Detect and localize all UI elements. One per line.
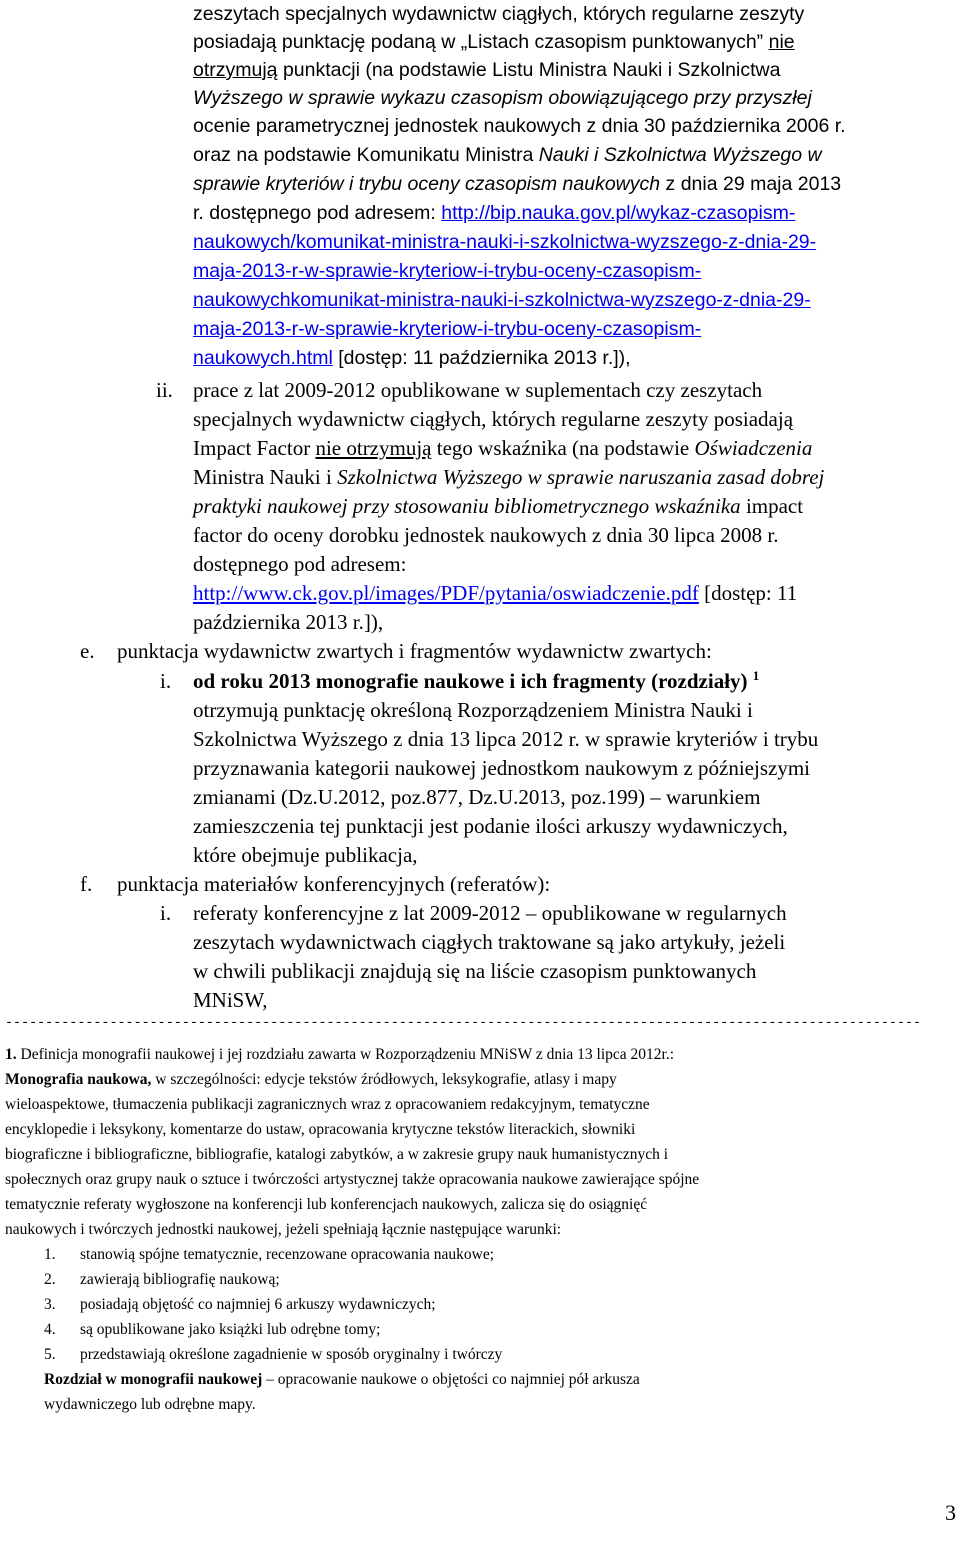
text-span: specjalnych wydawnictw ciągłych, których regularne zeszyty posiadają xyxy=(193,407,794,431)
list-marker: i. xyxy=(160,669,172,693)
text-line xyxy=(193,754,810,782)
text-line xyxy=(193,257,701,285)
list-number: 1. xyxy=(44,1246,56,1263)
text-line xyxy=(117,637,712,665)
footnote-line xyxy=(44,1368,640,1392)
bold-span: od roku 2013 monografie naukowe i ich fragmenty (rozdziały) xyxy=(193,669,748,693)
bold-span: Rozdział w monografii naukowej xyxy=(44,1371,263,1388)
list-number: 2. xyxy=(44,1271,56,1288)
text-line xyxy=(193,376,762,404)
list-item: przedstawiają określone zagadnienie w sposób oryginalny i twórczy xyxy=(80,1346,503,1363)
text-span: zmianami (Dz.U.2012, poz.877, Dz.U.2013, poz.199) – warunkiem xyxy=(193,785,761,809)
url-link[interactable]: naukowych/komunikat-ministra-nauki-i-szkolnictwa-wyzszego-z-dnia-29- xyxy=(193,231,817,253)
list-marker: e. xyxy=(80,639,95,663)
text-span: zamieszczenia tej punktacji jest podanie ilości arkuszy wydawniczych, xyxy=(193,814,788,838)
text-line xyxy=(193,579,797,607)
text-line xyxy=(193,928,785,956)
text-line xyxy=(193,170,841,198)
emphasis-underline: nie xyxy=(768,31,795,53)
text-span: biograficzne i bibliograficzne, bibliografie, katalogi zabytków, a w zakresie grupy nauk humanistycznych i xyxy=(5,1146,669,1163)
text-span: [dostęp: 11 października 2013 r.]), xyxy=(332,347,631,369)
text-line xyxy=(193,521,779,549)
text-span: Ministra Nauki i xyxy=(193,465,338,489)
footnote-line xyxy=(5,1218,561,1242)
footnote-line xyxy=(5,1093,650,1117)
footnote-line xyxy=(5,1193,647,1217)
text-span: punktacji (na podstawie Listu Ministra Nauki i Szkolnictwa xyxy=(277,59,781,81)
text-line xyxy=(193,899,787,927)
url-link[interactable]: http://www.ck.gov.pl/images/PDF/pytania/oswiadczenie.pdf xyxy=(193,581,699,605)
italic-span: praktyki naukowej przy stosowaniu bibliometrycznego wskaźnika xyxy=(193,494,741,518)
text-line xyxy=(193,0,804,28)
text-span: które obejmuje publikacja, xyxy=(193,843,418,867)
list-number: 5. xyxy=(44,1346,56,1363)
text-span: Szkolnictwa Wyższego z dnia 13 lipca 2012 r. w sprawie kryteriów i trybu xyxy=(193,727,819,751)
text-line xyxy=(193,84,812,112)
footnote-number: 1. xyxy=(5,1046,17,1063)
italic-span: sprawie kryteriów i trybu oceny czasopism naukowych xyxy=(193,173,661,195)
text-span: encyklopedie i leksykony, komentarze do ustaw, opracowania krytyczne tekstów literackich, słowniki xyxy=(5,1121,636,1138)
text-span: Definicja monografii naukowej i jej rozdziału zawarta w Rozporządzeniu MNiSW z dnia 13 lipca 2012r.: xyxy=(16,1046,675,1063)
url-link[interactable]: maja-2013-r-w-sprawie-kryteriow-i-trybu-oceny-czasopism- xyxy=(193,318,702,340)
text-span: punktacja wydawnictw zwartych i fragmentów wydawnictw zwartych: xyxy=(117,639,712,663)
text-line xyxy=(117,870,550,898)
text-span: przyznawania kategorii naukowej jednostkom naukowym z późniejszymi xyxy=(193,756,810,780)
bold-span: Monografia naukowa, xyxy=(5,1071,152,1088)
text-span: tego wskaźnika (na podstawie xyxy=(431,436,695,460)
list-item: posiadają objętość co najmniej 6 arkuszy wydawniczych; xyxy=(80,1296,436,1313)
text-span: MNiSW, xyxy=(193,988,268,1012)
text-line xyxy=(193,141,822,169)
text-line xyxy=(193,112,846,140)
text-span: naukowych i twórczych jednostki naukowej, jeżeli spełniają łącznie następujące warunki: xyxy=(5,1221,562,1238)
text-line xyxy=(193,696,753,724)
footnote-line xyxy=(5,1043,674,1067)
text-line xyxy=(193,463,824,491)
text-span: w chwili publikacji znajdują się na liście czasopism punktowanych xyxy=(193,959,757,983)
footnote-line xyxy=(5,1118,635,1142)
text-line xyxy=(193,56,780,84)
text-span: tematycznie referaty wygłoszone na konferencji lub konferencjach naukowych, zalicza się do osiągnięć xyxy=(5,1196,648,1213)
italic-span: Nauki i Szkolnictwa Wyższego w xyxy=(538,144,822,166)
text-line xyxy=(193,434,812,462)
text-span: wydawniczego lub odrębne mapy. xyxy=(44,1396,256,1413)
footnote-line xyxy=(5,1168,699,1192)
list-item: zawierają bibliografię naukową; xyxy=(80,1271,280,1288)
text-span: punktacja materiałów konferencyjnych (referatów): xyxy=(117,872,551,896)
text-line xyxy=(193,725,818,753)
text-span: społecznych oraz grupy nauk o sztuce i twórczości artystycznej także opracowania naukowe zawierające spójne xyxy=(5,1171,700,1188)
text-span: impact xyxy=(740,494,804,518)
text-span: referaty konferencyjne z lat 2009-2012 – opublikowane w regularnych xyxy=(193,901,787,925)
text-span: w szczególności: edycje tekstów źródłowych, leksykografie, atlasy i mapy xyxy=(151,1071,617,1088)
italic-span: Szkolnictwa Wyższego w sprawie naruszania zasad dobrej xyxy=(337,465,825,489)
list-number: 4. xyxy=(44,1321,56,1338)
text-line xyxy=(193,315,701,343)
text-span: października 2013 r.]), xyxy=(193,610,384,634)
text-line xyxy=(193,199,795,227)
text-span: r. dostępnego pod adresem: xyxy=(193,202,442,224)
url-link[interactable]: naukowychkomunikat-ministra-nauki-i-szkolnictwa-wyzszego-z-dnia-29- xyxy=(193,289,811,311)
list-marker: ii. xyxy=(156,378,173,402)
text-line xyxy=(193,405,793,433)
text-span: posiadają punktację podaną w „Listach czasopism punktowanych” xyxy=(193,31,769,53)
list-number: 3. xyxy=(44,1296,56,1313)
footnote-line xyxy=(5,1143,668,1167)
footnote-reference[interactable]: 1 xyxy=(752,668,760,683)
text-span: otrzymują punktację określoną Rozporządzeniem Ministra Nauki i xyxy=(193,698,753,722)
emphasis-underline: nie otrzymują xyxy=(315,436,432,460)
text-line xyxy=(193,286,811,314)
text-line xyxy=(193,812,788,840)
text-span: prace z lat 2009-2012 opublikowane w suplementach czy zeszytach xyxy=(193,378,763,402)
text-line xyxy=(193,783,760,811)
text-line xyxy=(193,344,631,372)
text-span: zeszytach wydawnictwach ciągłych traktowane są jako artykuły, jeżeli xyxy=(193,930,786,954)
text-span: zeszytach specjalnych wydawnictw ciągłych, których regularne zeszyty xyxy=(193,3,805,25)
text-line xyxy=(193,28,795,56)
text-line xyxy=(193,841,418,869)
text-span: Impact Factor xyxy=(193,436,316,460)
text-line xyxy=(193,957,756,985)
italic-span: Oświadczenia xyxy=(694,436,813,460)
list-marker: i. xyxy=(160,901,172,925)
text-span: wieloaspektowe, tłumaczenia publikacji zagranicznych wraz z opracowaniem redakcyjnym, tematyczne xyxy=(5,1096,650,1113)
text-span: ocenie parametrycznej jednostek naukowych z dnia 30 października 2006 r. xyxy=(193,115,846,137)
url-link[interactable]: naukowych.html xyxy=(193,347,333,369)
text-span: [dostęp: 11 xyxy=(698,581,798,605)
list-item: są opublikowane jako książki lub odrębne tomy; xyxy=(80,1321,381,1338)
text-span: z dnia 29 maja 2013 xyxy=(660,173,842,195)
text-span: Wyższego w sprawie wykazu czasopism obowiązującego przy przyszłej xyxy=(193,87,812,109)
text-line xyxy=(193,986,268,1014)
footnote-separator: ------------------------------------------------------------------------------------------------------------------ xyxy=(5,1016,922,1031)
url-link[interactable]: http://bip.nauka.gov.pl/wykaz-czasopism- xyxy=(441,202,796,224)
footnote-line xyxy=(5,1068,617,1092)
emphasis-underline: otrzymują xyxy=(193,59,278,81)
text-line xyxy=(193,492,803,520)
footnote-line xyxy=(44,1393,256,1417)
text-line xyxy=(193,608,383,636)
url-link[interactable]: maja-2013-r-w-sprawie-kryteriow-i-trybu-oceny-czasopism- xyxy=(193,260,702,282)
text-span: dostępnego pod adresem: xyxy=(193,552,407,576)
text-span: – opracowanie naukowe o objętości co najmniej pół arkusza xyxy=(262,1371,640,1388)
text-line xyxy=(193,550,406,578)
text-line xyxy=(193,667,759,695)
list-item: stanowią spójne tematycznie, recenzowane opracowania naukowe; xyxy=(80,1246,495,1263)
text-span: factor do oceny dorobku jednostek naukowych z dnia 30 lipca 2008 r. xyxy=(193,523,779,547)
page-number: 3 xyxy=(945,1500,956,1525)
text-span: oraz na podstawie Komunikatu Ministra xyxy=(193,144,539,166)
text-line xyxy=(193,228,816,256)
list-marker: f. xyxy=(80,872,93,896)
